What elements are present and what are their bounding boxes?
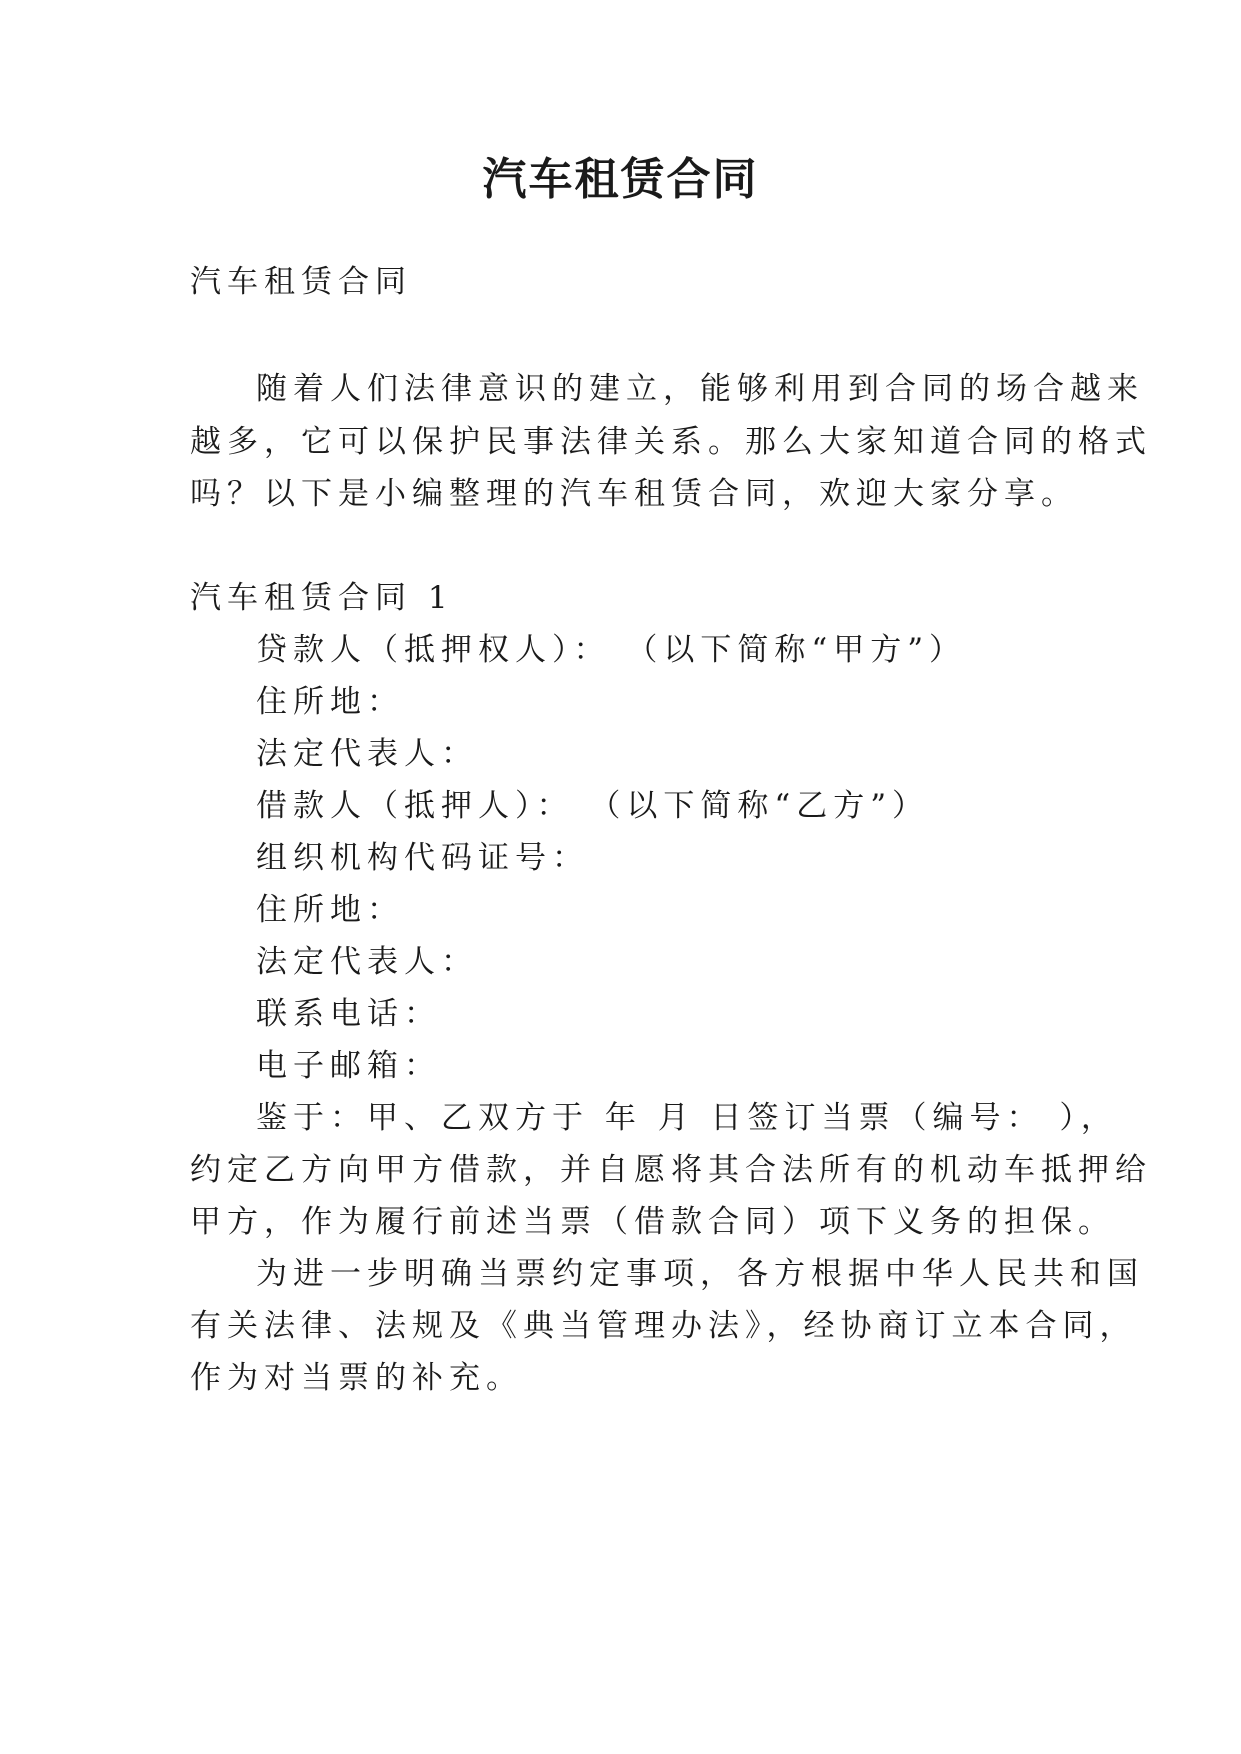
- field-org-code: 组织机构代码证号：: [256, 840, 589, 876]
- recital-2-line-3: 作为对当票的补充。: [190, 1360, 523, 1396]
- field-borrower-address: 住所地：: [256, 892, 404, 928]
- field-lender: 贷款人（抵押权人）： （以下简称“甲方”）: [256, 632, 967, 668]
- recital-1-line-3: 甲方，作为履行前述当票（借款合同）项下义务的担保。: [190, 1204, 1115, 1240]
- field-phone: 联系电话：: [256, 996, 441, 1032]
- recital-1-line-2: 约定乙方向甲方借款，并自愿将其合法所有的机动车抵押给: [190, 1152, 1152, 1188]
- document-subtitle: 汽车租赁合同: [190, 264, 412, 300]
- field-lender-address: 住所地：: [256, 684, 404, 720]
- intro-line-1: 随着人们法律意识的建立，能够利用到合同的场合越来: [256, 371, 1144, 407]
- recital-2-line-1: 为进一步明确当票约定事项，各方根据中华人民共和国: [256, 1256, 1144, 1292]
- field-email: 电子邮箱：: [256, 1048, 441, 1084]
- field-borrower-representative: 法定代表人：: [256, 944, 478, 980]
- recital-1-line-1: 鉴于：甲、乙双方于 年 月 日签订当票（编号： ），: [256, 1100, 1118, 1136]
- recital-2-line-2: 有关法律、法规及《典当管理办法》，经协商订立本合同，: [190, 1308, 1137, 1344]
- intro-line-2: 越多，它可以保护民事法律关系。那么大家知道合同的格式: [190, 424, 1152, 460]
- field-lender-representative: 法定代表人：: [256, 736, 478, 772]
- field-borrower: 借款人（抵押人）： （以下简称“乙方”）: [256, 788, 930, 824]
- section-heading: 汽车租赁合同 1: [190, 580, 454, 616]
- intro-line-3: 吗？以下是小编整理的汽车租赁合同，欢迎大家分享。: [190, 476, 1078, 512]
- document-title: 汽车租赁合同: [482, 154, 759, 205]
